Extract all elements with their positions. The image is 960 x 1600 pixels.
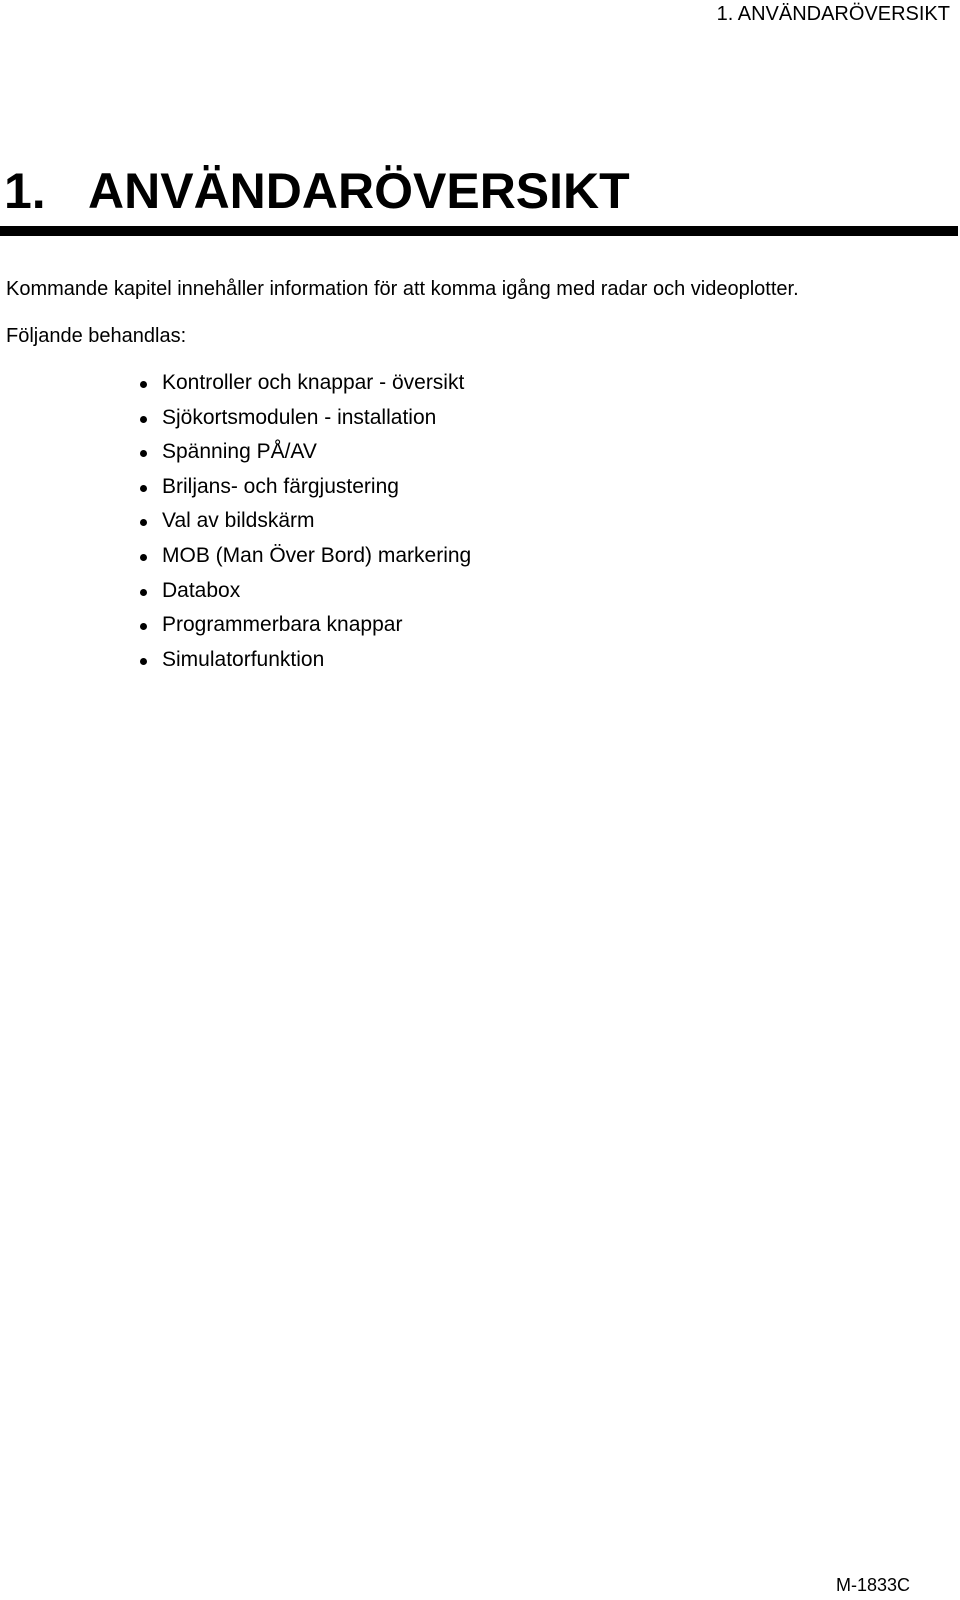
list-item-label: Sjökortsmodulen - installation xyxy=(162,405,437,429)
title-rule xyxy=(0,226,958,236)
list-item-label: Spänning PÅ/AV xyxy=(162,440,317,464)
list-item-label: Val av bildskärm xyxy=(162,509,315,533)
list-item-label: Briljans- och färgjustering xyxy=(162,474,399,498)
bullet-icon xyxy=(140,450,147,457)
document-code: M-1833C xyxy=(836,1575,911,1595)
running-header: 1. ANVÄNDARÖVERSIKT xyxy=(716,3,950,25)
bullet-icon xyxy=(140,381,147,388)
list-item-label: Programmerbara knappar xyxy=(162,613,403,637)
bullet-icon xyxy=(140,519,147,526)
bullet-icon xyxy=(140,623,147,630)
list-item-label: MOB (Man Över Bord) markering xyxy=(162,543,472,567)
chapter-title xyxy=(4,163,630,219)
bullet-icon xyxy=(140,589,147,596)
lead-paragraph: Följande behandlas: xyxy=(6,325,187,347)
chapter-number: 1. xyxy=(4,163,46,219)
list-item-label: Simulatorfunktion xyxy=(162,647,325,671)
chapter-title-text: ANVÄNDARÖVERSIKT xyxy=(88,163,630,219)
intro-paragraph: Kommande kapitel innehåller information för att komma igång med radar och videoplotter. xyxy=(6,278,799,300)
bullet-icon xyxy=(140,658,147,665)
bullet-icon xyxy=(140,554,147,561)
bullet-icon xyxy=(140,416,147,423)
list-item-label: Databox xyxy=(162,578,241,602)
list-item-label: Kontroller och knappar - översikt xyxy=(162,371,465,394)
bullet-icon xyxy=(140,485,147,492)
